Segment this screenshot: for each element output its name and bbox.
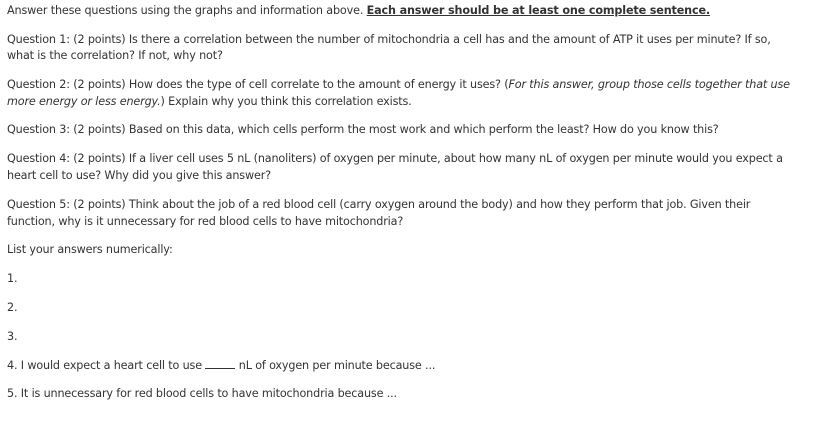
instructions-emphasis: Each answer should be at least one complete sentence. [366,4,710,17]
answer-4-prefix: 4. I would expect a heart cell to use [7,359,206,372]
instructions-line [7,4,710,18]
question-2-line-1 [7,78,790,92]
answer-1[interactable]: 1. [7,272,18,285]
answer-4[interactable] [7,358,435,373]
question-4-line-1: Question 4: (2 points) If a liver cell uses 5 nL (nanoliters) of oxygen per minute, about how many nL of oxygen per minute would you expect a [7,152,783,165]
question-5-line-2: function, why is it unnecessary for red blood cells to have mitochondria? [7,215,404,228]
question-1-line-1: Question 1: (2 points) Is there a correlation between the number of mitochondria a cell has and the amount of ATP it uses per minute? If so, [7,33,771,46]
question-2-line-2 [7,95,412,109]
question-4-line-2: heart cell to use? Why did you give this answer? [7,169,271,182]
answer-2[interactable]: 2. [7,301,18,314]
answers-heading: List your answers numerically: [7,243,173,256]
question-2-note: For this answer, group those cells together that use [508,78,790,91]
answer-5[interactable]: 5. It is unnecessary for red blood cells to have mitochondria because ... [7,387,397,400]
question-5-line-1: Question 5: (2 points) Think about the job of a red blood cell (carry oxygen around the body) and how they perform that job. Given their [7,198,751,211]
instructions-text: Answer these questions using the graphs and information above. [7,4,364,17]
answer-4-blank[interactable] [205,358,235,369]
answer-4-suffix: nL of oxygen per minute because ... [235,359,436,372]
question-2-note-cont: more energy or less energy. [7,95,161,108]
answer-3[interactable]: 3. [7,330,18,343]
question-2-text: Question 2: (2 points) How does the type of cell correlate to the amount of energy it uses? ( [7,78,509,91]
question-3-line-1: Question 3: (2 points) Based on this data, which cells perform the most work and which perform the least? How do you know this? [7,123,719,136]
question-2-text-cont: ) Explain why you think this correlation exists. [160,95,412,108]
question-1-line-2: what is the correlation? If not, why not? [7,49,223,62]
